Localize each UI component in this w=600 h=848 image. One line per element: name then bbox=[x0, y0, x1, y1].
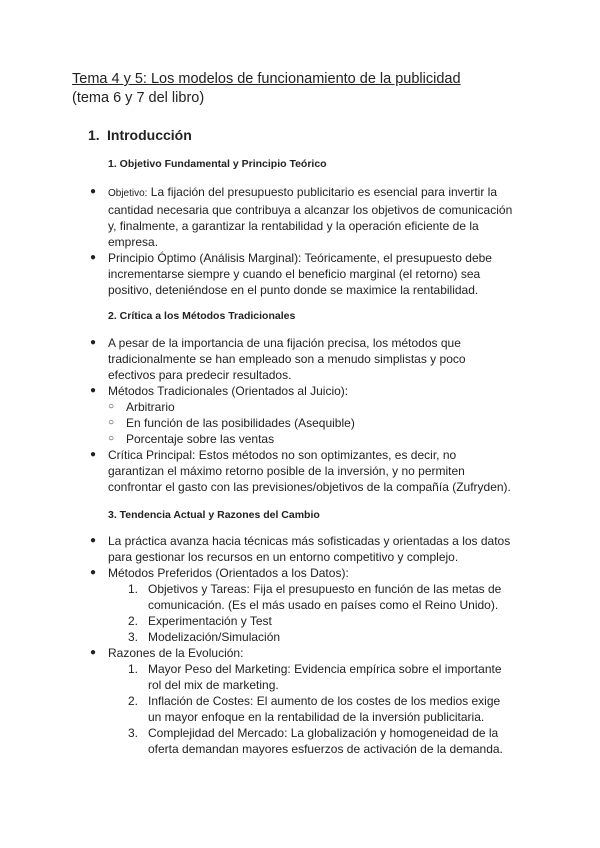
numbered-item bbox=[128, 581, 515, 613]
bullet-icon: ● bbox=[90, 186, 97, 197]
subheading-critica: 2. Crítica a los Métodos Tradicionales bbox=[108, 310, 296, 322]
item-number: 1. bbox=[128, 582, 139, 596]
list-item bbox=[90, 565, 515, 645]
item-text: Porcentaje sobre las ventas bbox=[126, 432, 275, 446]
list-item bbox=[90, 447, 515, 495]
item-text: Objetivos y Tareas: Fija el presupuesto en función de las metas de comunicación. (Es el más usado en países como el Reino Unido). bbox=[148, 582, 502, 612]
item-text: Arbitrario bbox=[126, 400, 175, 414]
item-number: 3. bbox=[128, 630, 139, 644]
item-text: A pesar de la importancia de una fijación precisa, los métodos que tradicionalmente se han empleado son a menudo simplistas y poco efectivos para predecir resultados. bbox=[108, 336, 466, 382]
item-text: La fijación del presupuesto publicitario es esencial para invertir la cantidad necesaria que contribuya a alcanzar los objetivos de comunicación y, finalmente, a garantizar la rentabilidad y la operación eficiente de la empresa. bbox=[108, 185, 513, 249]
item-text: Complejidad del Mercado: La globalización y homogeneidad de la oferta demandan mayores esfuerzos de activación de la demanda. bbox=[148, 726, 503, 756]
section-number: 1. bbox=[88, 127, 100, 143]
list-item bbox=[90, 184, 515, 250]
list-item bbox=[90, 645, 515, 757]
item-text: Inflación de Costes: El aumento de los costes de los medios exige un mayor enfoque en la rentabilidad de la inversión publicitaria. bbox=[148, 694, 501, 724]
numbered-list-metodos-preferidos bbox=[128, 581, 515, 645]
numbered-item bbox=[128, 629, 515, 645]
section-heading-introduccion bbox=[88, 126, 192, 144]
item-text: Crítica Principal: Estos métodos no son optimizantes, es decir, no garantizan el máximo retorno posible de la inversión, y no permiten confrontar el gasto con las previsiones/objetivos de la compañía (Zufryden). bbox=[108, 448, 511, 494]
item-text: Experimentación y Test bbox=[148, 614, 272, 628]
numbered-item bbox=[128, 661, 515, 693]
item-text: Modelización/Simulación bbox=[148, 630, 281, 644]
subheading-tendencia: 3. Tendencia Actual y Razones del Cambio bbox=[108, 509, 320, 521]
sublist-metodos bbox=[108, 399, 515, 447]
bullet-icon: ● bbox=[90, 647, 97, 658]
numbered-item bbox=[128, 613, 515, 629]
bullet-icon: ● bbox=[90, 337, 97, 348]
bullet-icon: ● bbox=[90, 385, 97, 396]
list-item bbox=[90, 383, 515, 447]
list-item bbox=[90, 250, 515, 298]
list-item bbox=[90, 335, 515, 383]
item-text: Métodos Tradicionales (Orientados al Juicio): bbox=[108, 384, 349, 398]
circle-bullet-icon: ○ bbox=[108, 433, 115, 444]
list-critica bbox=[90, 335, 515, 495]
list-tendencia bbox=[90, 533, 515, 757]
item-text: Mayor Peso del Marketing: Evidencia empírica sobre el importante rol del mix de marketing. bbox=[148, 662, 502, 692]
item-number: 1. bbox=[128, 662, 139, 676]
bullet-icon: ● bbox=[90, 252, 97, 263]
sublist-item bbox=[108, 415, 515, 431]
list-objetivo bbox=[90, 184, 515, 298]
bullet-icon: ● bbox=[90, 449, 97, 460]
item-text: Métodos Preferidos (Orientados a los Datos): bbox=[108, 566, 349, 580]
title-line-2: (tema 6 y 7 del libro) bbox=[72, 90, 205, 106]
numbered-list-razones bbox=[128, 661, 515, 757]
numbered-item bbox=[128, 693, 515, 725]
sublist-item bbox=[108, 431, 515, 447]
item-number: 3. bbox=[128, 726, 139, 740]
item-text: Razones de la Evolución: bbox=[108, 646, 244, 660]
bullet-icon: ● bbox=[90, 535, 97, 546]
numbered-item bbox=[128, 725, 515, 757]
circle-bullet-icon: ○ bbox=[108, 417, 115, 428]
item-text: Principio Óptimo (Análisis Marginal): Teóricamente, el presupuesto debe incrementarse siempre y cuando el beneficio marginal (el retorno) sea positivo, deteniéndose en el punto donde se maximice la rentabilidad. bbox=[108, 251, 492, 297]
item-number: 2. bbox=[128, 614, 139, 628]
title-line-1: Tema 4 y 5: Los modelos de funcionamiento de la publicidad bbox=[72, 71, 461, 87]
item-number: 2. bbox=[128, 694, 139, 708]
section-title: Introducción bbox=[107, 127, 192, 143]
list-item bbox=[90, 533, 515, 565]
bullet-icon: ● bbox=[90, 567, 97, 578]
item-label: Objetivo: bbox=[108, 188, 148, 199]
item-text: La práctica avanza hacia técnicas más sofisticadas y orientadas a los datos para gestionar los recursos en un entorno competitivo y complejo. bbox=[108, 534, 511, 564]
circle-bullet-icon: ○ bbox=[108, 401, 115, 412]
sublist-item bbox=[108, 399, 515, 415]
document-title bbox=[72, 70, 461, 108]
subheading-objetivo: 1. Objetivo Fundamental y Principio Teórico bbox=[108, 158, 327, 170]
item-text: En función de las posibilidades (Asequible) bbox=[126, 416, 355, 430]
